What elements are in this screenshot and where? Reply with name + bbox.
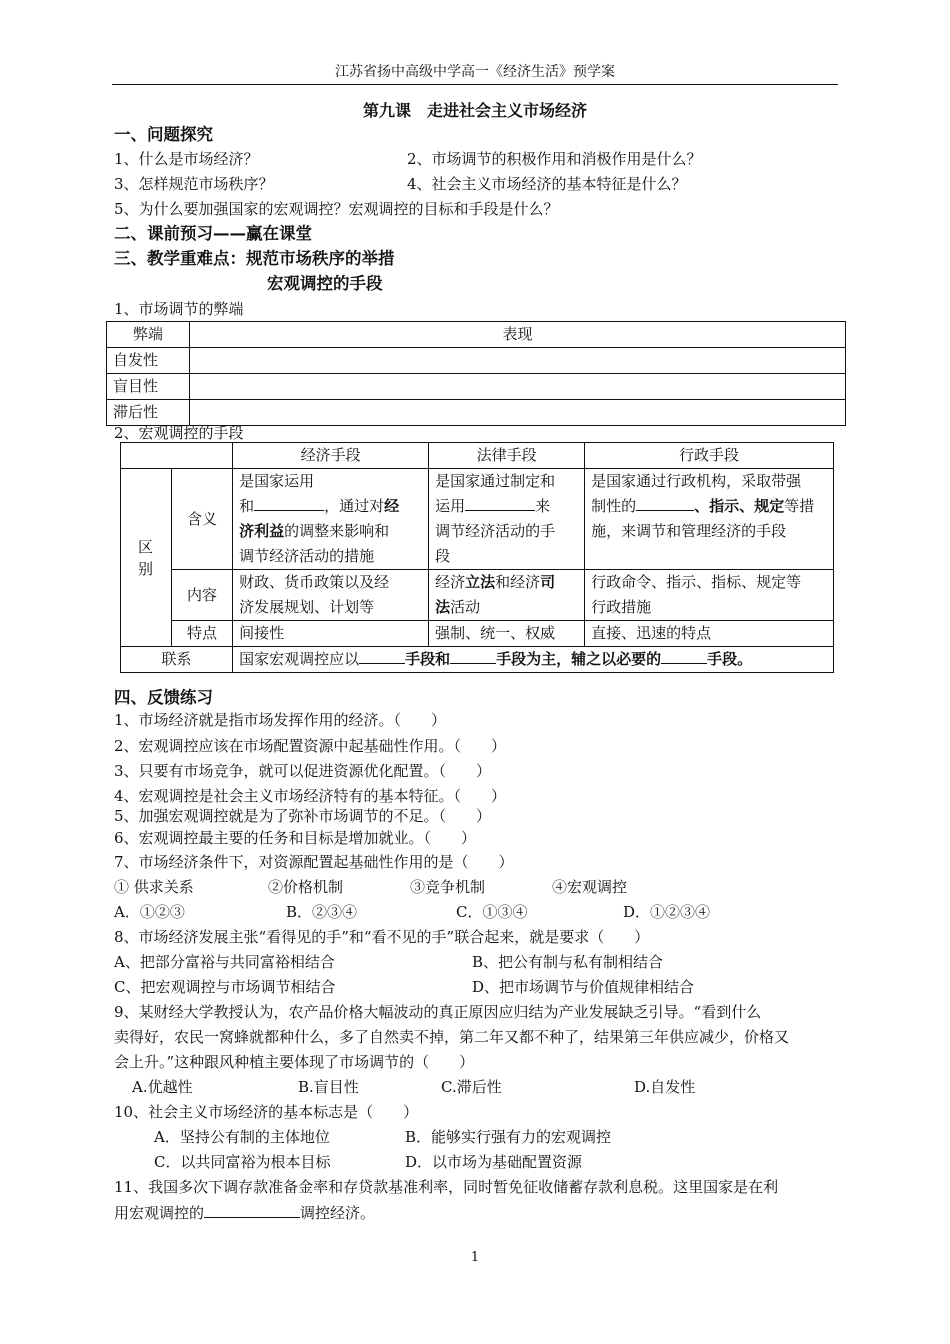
text: 经济 (435, 573, 466, 591)
text: 调控经济。 (300, 1204, 376, 1222)
bold-text: 、 (739, 497, 755, 515)
table-row-label: 含义 (172, 469, 233, 570)
text: 等措 (784, 497, 815, 515)
blank-line[interactable] (359, 648, 405, 664)
text: 财政、货币政策以及经 (239, 573, 390, 591)
answer-cell[interactable] (190, 400, 846, 426)
q7-option: ③竞争机制 (410, 878, 486, 896)
table-2-caption: 2、宏观调控的手段 (114, 424, 244, 442)
q10-option: D．以市场为基础配置资源 (405, 1153, 583, 1171)
text: 和 (239, 497, 255, 515)
econ-content-cell (233, 570, 429, 621)
text: 行政措施 (591, 598, 652, 616)
question-9-line: 会上升。”这种跟风种植主要体现了市场调节的（ ） (114, 1053, 475, 1071)
table-row-label: 联系 (121, 647, 233, 673)
question-8: 8、市场经济发展主张“看得见的手”和“看不见的手”联合起来，就是要求（ ） (114, 928, 650, 946)
question-11-line: 11、我国多次下调存款准备金率和存贷款基准利率，同时暂免征收储蓄存款利息税。这里国家是在利 (114, 1178, 779, 1196)
exercise-item: 1、市场经济就是指市场发挥作用的经济。（ ） (114, 711, 447, 729)
section-2-heading: 二、课前预习——赢在课堂 (114, 224, 312, 243)
table-header: 表现 (190, 322, 846, 348)
table-header: 弊端 (107, 322, 190, 348)
section-4-heading: 四、反馈练习 (114, 688, 213, 707)
section-3-heading: 三、教学重难点：规范市场秩序的举措 (114, 249, 395, 268)
bold-text: 手段为主，辅之以必要的 (496, 650, 662, 668)
question-9-line: 9、某财经大学教授认为，农产品价格大幅波动的真正原因应归结为产业发展缺乏引导。“看到什么 (114, 1003, 762, 1021)
text: 来 (535, 497, 551, 515)
page-header: 江苏省扬中高级中学高一《经济生活》预学案 (335, 64, 615, 80)
market-drawbacks-table (106, 321, 846, 426)
table-row-label: 特点 (172, 621, 233, 647)
exercise-item: 2、宏观调控应该在市场配置资源中起基础性作用。（ ） (114, 737, 507, 755)
econ-meaning-cell (233, 469, 429, 570)
bold-text: 手段和 (405, 650, 451, 668)
text: 用宏观调控的 (114, 1204, 205, 1222)
bold-text: 指示 (709, 497, 740, 515)
exercise-item: 3、只要有市场竞争，就可以促进资源优化配置。（ ） (114, 762, 492, 780)
table-row-label: 内容 (172, 570, 233, 621)
bold-text: 法 (435, 598, 451, 616)
bold-text: 规定 (754, 497, 785, 515)
admin-meaning-cell (585, 469, 834, 570)
table-1-caption: 1、市场调节的弊端 (114, 300, 244, 318)
q7-option: ②价格机制 (268, 878, 344, 896)
q9-option: B.盲目性 (298, 1078, 359, 1096)
bold-text: 济利益 (239, 522, 285, 540)
exercise-item: 4、宏观调控是社会主义市场经济特有的基本特征。（ ） (114, 787, 507, 805)
exercise-item: 6、宏观调控最主要的任务和目标是增加就业。（ ） (114, 829, 477, 847)
q7-option: ④宏观调控 (552, 878, 628, 896)
law-content-cell (429, 570, 585, 621)
blank-line[interactable] (450, 648, 496, 664)
q7-answer: B．②③④ (286, 903, 358, 921)
q8-option: D、把市场调节与价值规律相结合 (472, 978, 695, 996)
q7-option: ① 供求关系 (114, 878, 194, 896)
text: 运用 (435, 497, 466, 515)
bold-text: 手段。 (707, 650, 753, 668)
blank-line[interactable] (636, 495, 694, 511)
group-label-text: 区别 (138, 537, 158, 578)
text: 制性的 (591, 497, 637, 515)
question-9-line: 卖得好，农民一窝蜂就都种什么，多了自然卖不掉，第二年又都不种了，结果第三年供应减少，价格又 (114, 1028, 790, 1046)
question-2: 2、市场调节的积极作用和消极作用是什么？ (407, 150, 702, 168)
q10-option: C．以共同富裕为根本目标 (154, 1153, 331, 1171)
law-meaning-cell (429, 469, 585, 570)
question-3: 3、怎样规范市场秩序？ (114, 175, 274, 193)
text: 的调整来影响和 (284, 522, 390, 540)
bold-text: 经 (384, 497, 400, 515)
table-row-label: 滞后性 (107, 400, 190, 426)
header-rule (112, 84, 838, 85)
text: 是国家通过行政机构，采取带强 (591, 472, 802, 490)
table-header: 行政手段 (585, 443, 834, 469)
lesson-title: 第九课 走进社会主义市场经济 (362, 101, 587, 120)
q7-answer: C．①③④ (456, 903, 528, 921)
section-1-heading: 一、问题探究 (114, 125, 213, 144)
econ-feature-cell: 间接性 (233, 621, 429, 647)
macro-control-table (120, 442, 834, 673)
q9-option: C.滞后性 (441, 1078, 502, 1096)
text: 段 (435, 547, 451, 565)
text: 调节经济活动的手 (435, 522, 556, 540)
question-11-line-2 (114, 1202, 375, 1223)
q7-answer: D．①②③④ (623, 903, 711, 921)
answer-cell[interactable] (190, 348, 846, 374)
text: ，通过对 (324, 497, 385, 515)
text: 施，来调节和管理经济的手段 (591, 522, 787, 540)
table-row-label: 盲目性 (107, 374, 190, 400)
text: 国家宏观调控应以 (239, 650, 360, 668)
text: 是国家通过制定和 (435, 472, 556, 490)
blank-line[interactable] (661, 648, 707, 664)
text: 调节经济活动的措施 (239, 547, 375, 565)
table-header: 经济手段 (233, 443, 429, 469)
question-4: 4、社会主义市场经济的基本特征是什么？ (407, 175, 687, 193)
answer-cell[interactable] (190, 374, 846, 400)
table-row-label: 自发性 (107, 348, 190, 374)
question-1: 1、什么是市场经济？ (114, 150, 259, 168)
bold-text: 、 (694, 497, 710, 515)
exercise-item: 5、加强宏观调控就是为了弥补市场调节的不足。（ ） (114, 807, 492, 825)
law-feature-cell: 强制、统一、权威 (429, 621, 585, 647)
text: 活动 (450, 598, 481, 616)
text: 是国家运用 (239, 472, 315, 490)
section-3-heading-2: 宏观调控的手段 (267, 274, 383, 293)
table-header: 法律手段 (429, 443, 585, 469)
group-label (121, 469, 172, 647)
q10-option: B．能够实行强有力的宏观调控 (405, 1128, 612, 1146)
text: 济发展规划、计划等 (239, 598, 375, 616)
question-10: 10、社会主义市场经济的基本标志是（ ） (114, 1103, 419, 1121)
admin-content-cell (585, 570, 834, 621)
q9-option: A.优越性 (132, 1078, 193, 1096)
page-number: 1 (470, 1250, 480, 1265)
q8-option: A、把部分富裕与共同富裕相结合 (114, 953, 335, 971)
q8-option: B、把公有制与私有制相结合 (472, 953, 664, 971)
exercise-item: 7、市场经济条件下，对资源配置起基础性作用的是（ ） (114, 853, 514, 871)
blank-line[interactable] (204, 1202, 300, 1218)
text: 行政命令、指示、指标、规定等 (591, 573, 802, 591)
blank-line[interactable] (465, 495, 535, 511)
link-cell (233, 647, 834, 673)
blank-line[interactable] (254, 495, 324, 511)
bold-text: 司 (540, 573, 556, 591)
text: 和经济 (495, 573, 541, 591)
q9-option: D.自发性 (634, 1078, 696, 1096)
q8-option: C、把宏观调控与市场调节相结合 (114, 978, 336, 996)
admin-feature-cell: 直接、迅速的特点 (585, 621, 834, 647)
bold-text: 立法 (465, 573, 496, 591)
q7-answer: A．①②③ (114, 903, 185, 921)
q10-option: A．坚持公有制的主体地位 (154, 1128, 330, 1146)
question-5: 5、为什么要加强国家的宏观调控？宏观调控的目标和手段是什么？ (114, 200, 559, 218)
